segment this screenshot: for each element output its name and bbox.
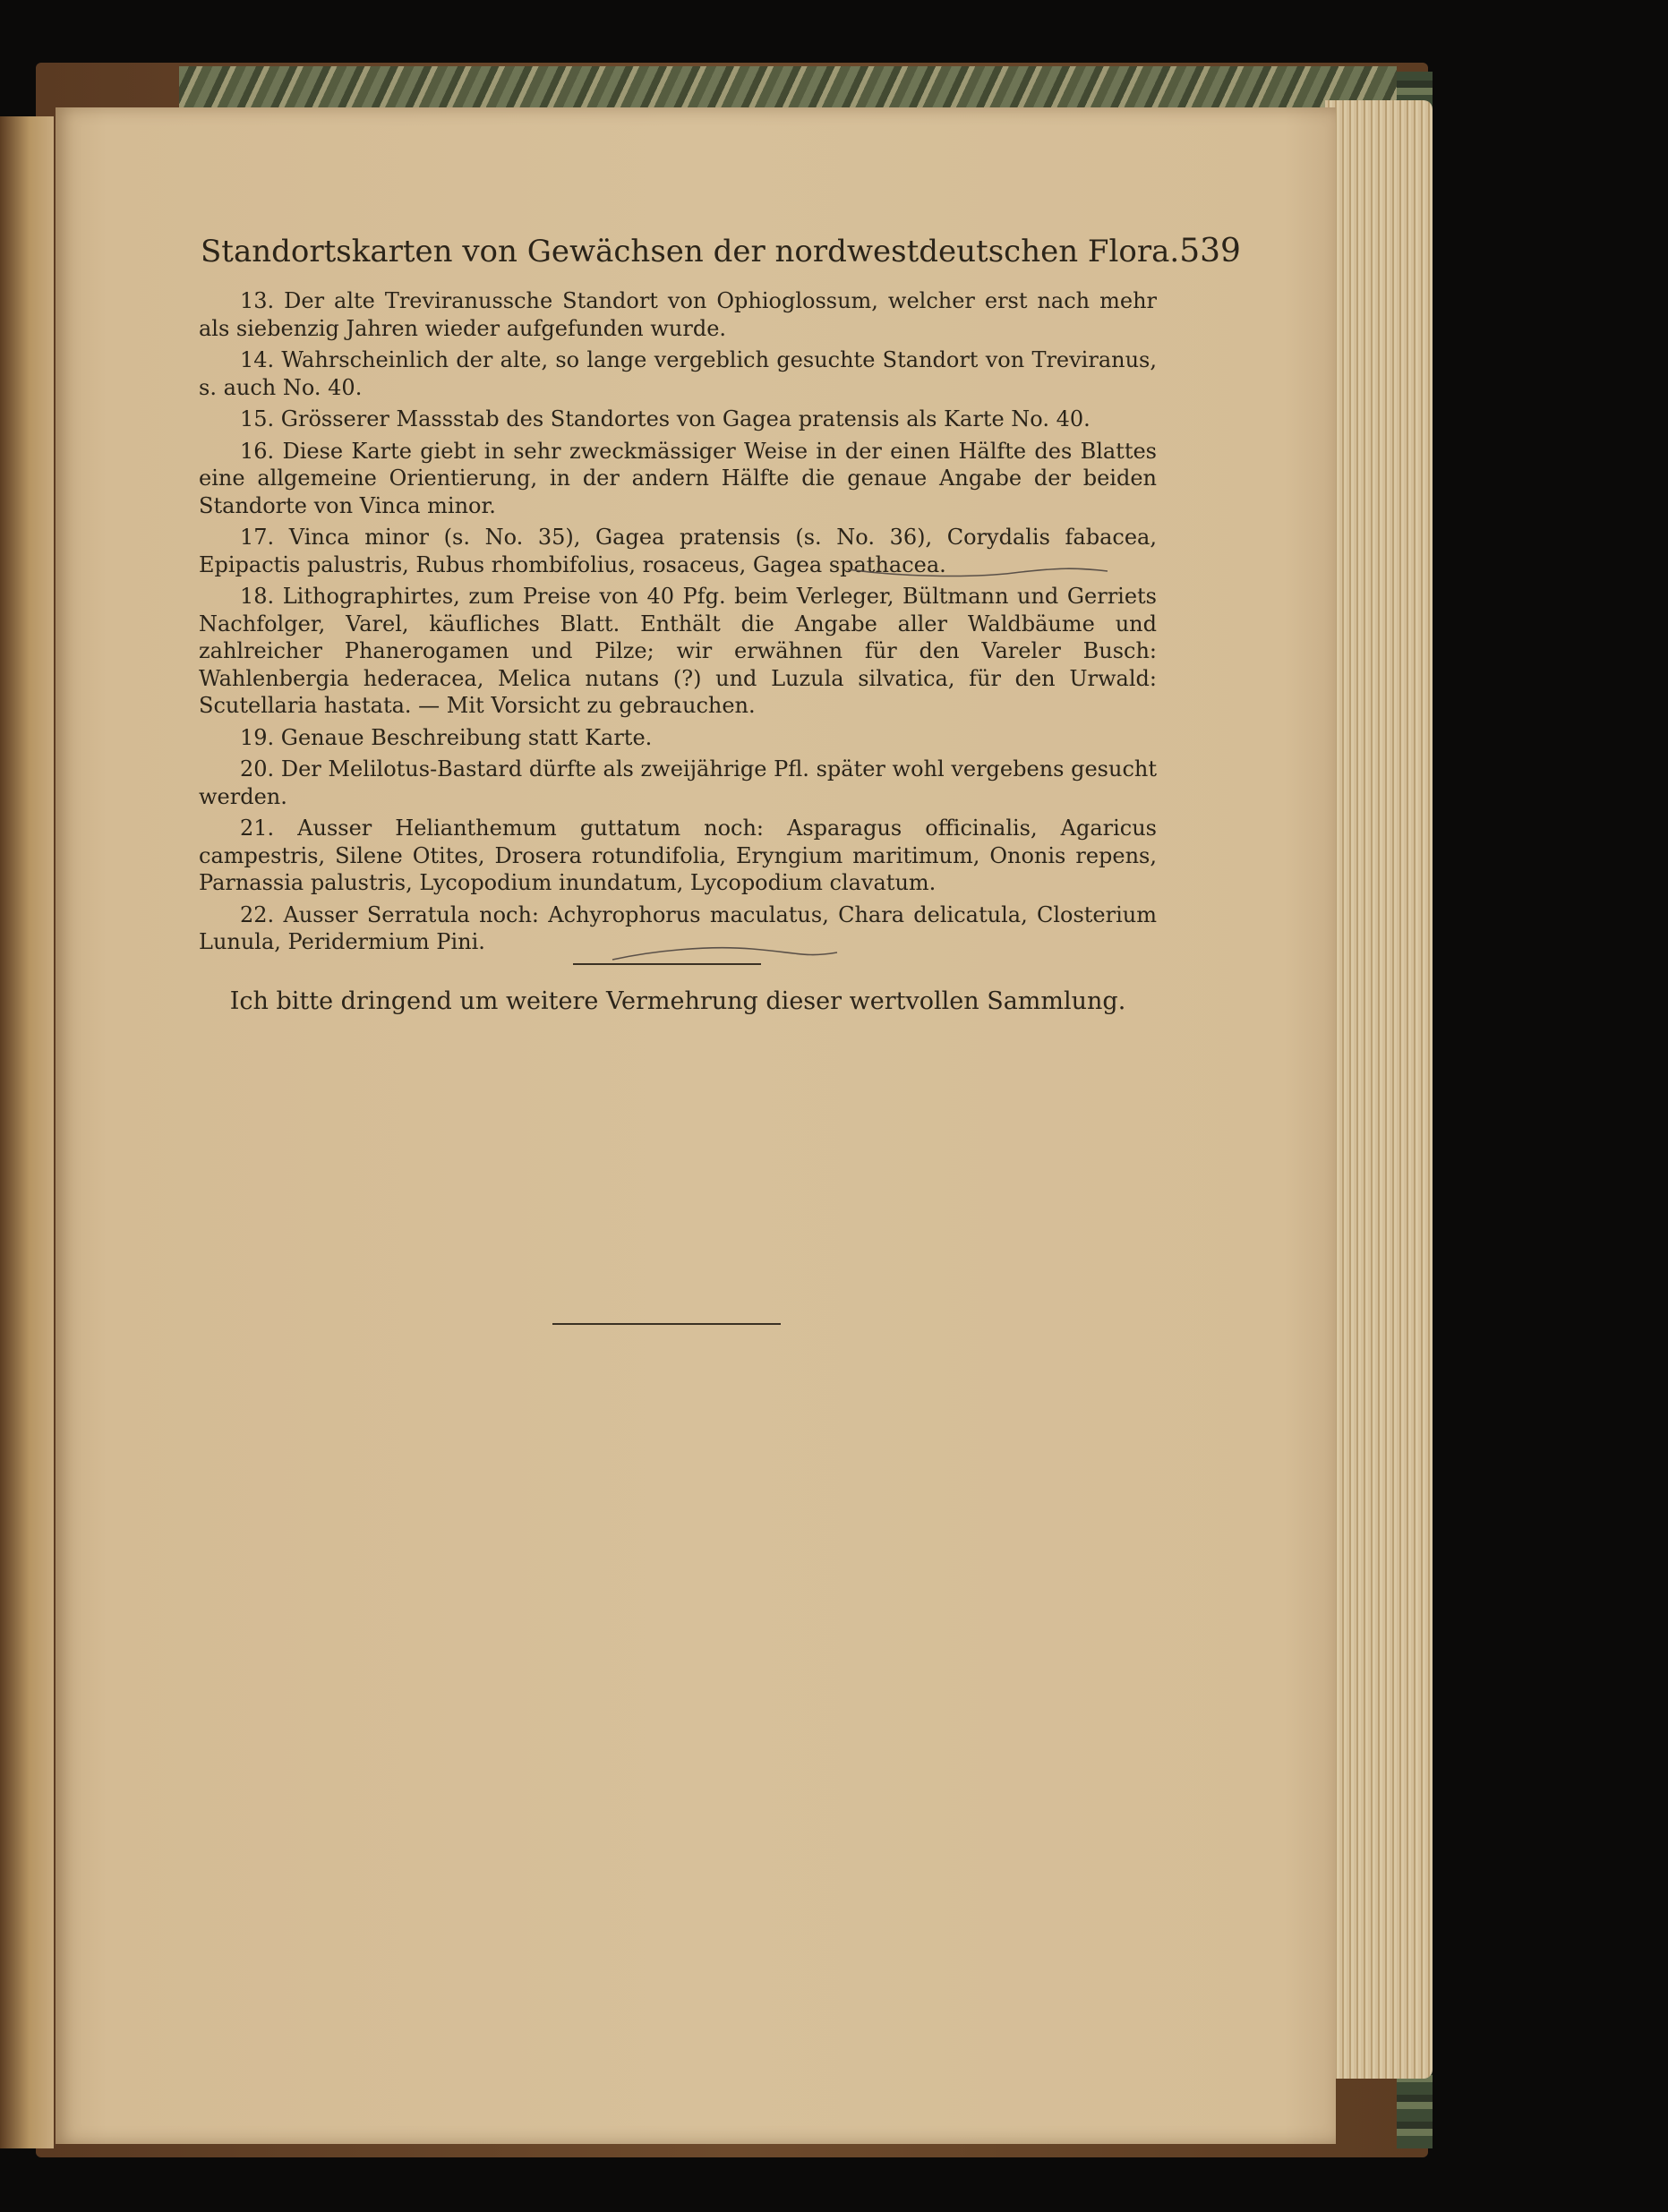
page-text (199, 233, 1241, 1017)
note-15: 15. Grösserer Massstab des Standortes von Gagea pratensis als Karte No. 40. (240, 406, 1091, 431)
note-19: 19. Genaue Beschreibung statt Karte. (240, 724, 653, 750)
note-16: 16. Diese Karte giebt in sehr zweckmässiger Weise in der einen Hälfte des Blattes eine allgemeine Orientierung, in der andern Hälfte die genaue Angabe der beiden Standorte von Vinca minor. (199, 438, 1157, 518)
note-14: 14. Wahrscheinlich der alte, so lange vergeblich gesuchte Standort von Treviranus, s. auch No. 40. (199, 347, 1157, 400)
note-18: 18. Lithographirtes, zum Preise von 40 Pfg. beim Verleger, Bültmann und Gerriets Nachfolger, Varel, käufliches Blatt. Enthält die Angabe aller Waldbäume und zahlreicher Phanerogamen und Pilze; wir erwähnen für den Vareler Busch: Wahlenbergia hederacea, Melica nutans (?) und Luzula silvatica, für den Urwald: Scutellaria hastata. — Mit Vorsicht zu gebrauchen. (199, 584, 1157, 718)
closing-request: Ich bitte dringend um weitere Vermehrung dieser wertvollen Sammlung. (229, 986, 1126, 1015)
running-head-title: Standortskarten von Gewächsen der nordwestdeutschen Flora. (201, 234, 1180, 269)
facing-page-edge (0, 116, 54, 2148)
page-number: 539 (1179, 233, 1241, 269)
note-17: 17. Vinca minor (s. No. 35), Gagea pratensis (s. No. 36), Corydalis fabacea, Epipactis palustris, Rubus rhombifolius, rosaceus, Gagea spathacea. (199, 525, 1157, 577)
book-page (56, 107, 1336, 2144)
running-head (201, 233, 1241, 269)
note-13: 13. Der alte Treviranussche Standort von Ophioglossum, welcher erst nach mehr als siebenzig Jahren wieder aufgefunden wurde. (199, 288, 1157, 341)
note-20: 20. Der Melilotus-Bastard dürfte als zweijährige Pfl. später wohl vergebens gesucht werden. (199, 756, 1157, 809)
marbled-endpaper (179, 66, 1397, 109)
page-edges (1325, 100, 1433, 2079)
section-divider (573, 963, 761, 965)
note-21: 21. Ausser Helianthemum guttatum noch: Asparagus officinalis, Agaricus campestris, Silene Otites, Drosera rotundifolia, Eryngium maritimum, Ononis repens, Parnassia palustris, Lycopodium inundatum, Lycopodium clavatum. (199, 816, 1157, 895)
end-rule (552, 1323, 781, 1325)
note-22: 22. Ausser Serratula noch: Achyrophorus maculatus, Chara delicatula, Closterium Lunula, Peridermium Pini. (199, 901, 1157, 954)
